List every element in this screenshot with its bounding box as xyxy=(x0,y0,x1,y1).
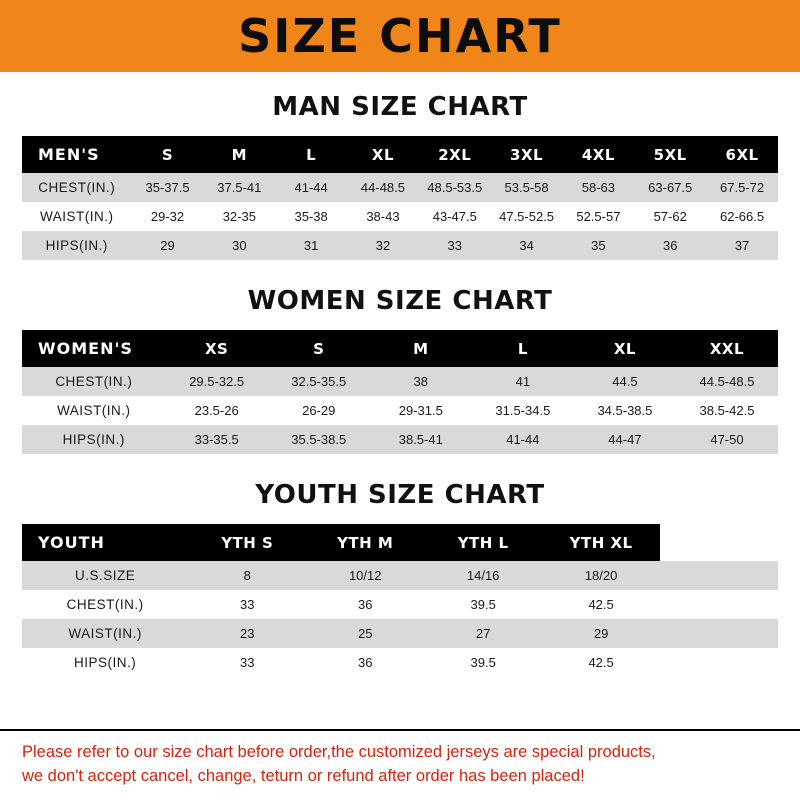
table-cell: 26-29 xyxy=(268,396,370,425)
table-cell: 33 xyxy=(188,590,306,619)
column-header: M xyxy=(203,136,275,173)
column-header: YTH L xyxy=(424,524,542,561)
table-cell-empty xyxy=(660,619,778,648)
column-header: YTH XL xyxy=(542,524,660,561)
table-header-row xyxy=(22,136,778,173)
table-cell: 35-37.5 xyxy=(132,173,204,202)
table-cell: 62-66.5 xyxy=(706,202,778,231)
column-header: XL xyxy=(574,330,676,367)
row-label: CHEST(IN.) xyxy=(22,173,132,202)
table-cell: 36 xyxy=(306,648,424,677)
table-cell: 33 xyxy=(419,231,491,260)
table-cell: 42.5 xyxy=(542,648,660,677)
table-cell-empty xyxy=(660,648,778,677)
section-title-men: MAN SIZE CHART xyxy=(272,92,528,122)
table-cell: 35.5-38.5 xyxy=(268,425,370,454)
row-label: HIPS(IN.) xyxy=(22,231,132,260)
table-row xyxy=(22,619,778,648)
row-label: HIPS(IN.) xyxy=(22,425,166,454)
table-cell: 18/20 xyxy=(542,561,660,590)
section-title-women: WOMEN SIZE CHART xyxy=(247,286,553,316)
table-cell: 25 xyxy=(306,619,424,648)
column-header: XS xyxy=(166,330,268,367)
row-label: WAIST(IN.) xyxy=(22,619,188,648)
row-label: WAIST(IN.) xyxy=(22,396,166,425)
column-header: 4XL xyxy=(562,136,634,173)
column-header: WOMEN'S xyxy=(22,330,166,367)
column-header: S xyxy=(268,330,370,367)
table-cell: 42.5 xyxy=(542,590,660,619)
table-cell: 31.5-34.5 xyxy=(472,396,574,425)
column-header: MEN'S xyxy=(22,136,132,173)
table-row xyxy=(22,202,778,231)
table-cell: 37 xyxy=(706,231,778,260)
table-cell: 36 xyxy=(306,590,424,619)
table-cell: 30 xyxy=(203,231,275,260)
row-label: U.S.SIZE xyxy=(22,561,188,590)
men-size-table xyxy=(22,136,778,260)
table-cell: 27 xyxy=(424,619,542,648)
column-header: YTH S xyxy=(188,524,306,561)
column-header: YOUTH xyxy=(22,524,188,561)
footer-note-line-1: Please refer to our size chart before order,the customized jerseys are special products, xyxy=(22,743,656,762)
table-cell-empty xyxy=(660,561,778,590)
table-row xyxy=(22,425,778,454)
row-label: HIPS(IN.) xyxy=(22,648,188,677)
table-cell: 34 xyxy=(491,231,563,260)
column-header: YTH M xyxy=(306,524,424,561)
table-cell: 32-35 xyxy=(203,202,275,231)
table-cell: 36 xyxy=(634,231,706,260)
table-cell: 29-31.5 xyxy=(370,396,472,425)
table-row xyxy=(22,173,778,202)
table-cell: 44-48.5 xyxy=(347,173,419,202)
table-cell-empty xyxy=(660,590,778,619)
column-header-spacer xyxy=(660,524,778,561)
table-cell: 53.5-58 xyxy=(491,173,563,202)
table-cell: 31 xyxy=(275,231,347,260)
table-cell: 23.5-26 xyxy=(166,396,268,425)
table-cell: 41-44 xyxy=(472,425,574,454)
section-title-youth: YOUTH SIZE CHART xyxy=(255,480,545,510)
table-cell: 29 xyxy=(542,619,660,648)
table-cell: 57-62 xyxy=(634,202,706,231)
youth-size-chart xyxy=(0,524,800,677)
table-cell: 29 xyxy=(132,231,204,260)
table-cell: 35 xyxy=(562,231,634,260)
table-header-row xyxy=(22,330,778,367)
column-header: 2XL xyxy=(419,136,491,173)
table-cell: 35-38 xyxy=(275,202,347,231)
table-cell: 39.5 xyxy=(424,590,542,619)
column-header: 3XL xyxy=(491,136,563,173)
table-cell: 67.5-72 xyxy=(706,173,778,202)
table-cell: 41-44 xyxy=(275,173,347,202)
table-cell: 32.5-35.5 xyxy=(268,367,370,396)
column-header: M xyxy=(370,330,472,367)
table-row xyxy=(22,648,778,677)
table-row xyxy=(22,367,778,396)
column-header: L xyxy=(275,136,347,173)
table-cell: 38-43 xyxy=(347,202,419,231)
table-row xyxy=(22,561,778,590)
column-header: 6XL xyxy=(706,136,778,173)
column-header: XL xyxy=(347,136,419,173)
table-cell: 38 xyxy=(370,367,472,396)
table-cell: 38.5-41 xyxy=(370,425,472,454)
table-header-row xyxy=(22,524,778,561)
table-cell: 33-35.5 xyxy=(166,425,268,454)
table-cell: 63-67.5 xyxy=(634,173,706,202)
table-cell: 44.5-48.5 xyxy=(676,367,778,396)
row-label: WAIST(IN.) xyxy=(22,202,132,231)
table-cell: 52.5-57 xyxy=(562,202,634,231)
table-cell: 37.5-41 xyxy=(203,173,275,202)
table-cell: 10/12 xyxy=(306,561,424,590)
row-label: CHEST(IN.) xyxy=(22,367,166,396)
footer-note xyxy=(0,729,800,800)
table-cell: 58-63 xyxy=(562,173,634,202)
women-size-table xyxy=(22,330,778,454)
column-header: L xyxy=(472,330,574,367)
table-cell: 29-32 xyxy=(132,202,204,231)
column-header: XXL xyxy=(676,330,778,367)
table-cell: 33 xyxy=(188,648,306,677)
table-cell: 47.5-52.5 xyxy=(491,202,563,231)
row-label: CHEST(IN.) xyxy=(22,590,188,619)
table-cell: 32 xyxy=(347,231,419,260)
table-row xyxy=(22,590,778,619)
page-banner xyxy=(0,0,800,72)
table-cell: 38.5-42.5 xyxy=(676,396,778,425)
table-cell: 41 xyxy=(472,367,574,396)
table-cell: 39.5 xyxy=(424,648,542,677)
table-row xyxy=(22,396,778,425)
table-cell: 14/16 xyxy=(424,561,542,590)
men-size-chart xyxy=(0,136,800,260)
table-cell: 44-47 xyxy=(574,425,676,454)
table-cell: 29.5-32.5 xyxy=(166,367,268,396)
table-cell: 47-50 xyxy=(676,425,778,454)
column-header: S xyxy=(132,136,204,173)
table-cell: 48.5-53.5 xyxy=(419,173,491,202)
table-cell: 8 xyxy=(188,561,306,590)
youth-size-table xyxy=(22,524,778,677)
column-header: 5XL xyxy=(634,136,706,173)
table-cell: 23 xyxy=(188,619,306,648)
page-title: SIZE CHART xyxy=(238,9,562,63)
table-cell: 43-47.5 xyxy=(419,202,491,231)
table-cell: 44.5 xyxy=(574,367,676,396)
table-cell: 34.5-38.5 xyxy=(574,396,676,425)
table-row xyxy=(22,231,778,260)
footer-note-line-2: we don't accept cancel, change, teturn or refund after order has been placed! xyxy=(22,766,585,785)
women-size-chart xyxy=(0,330,800,454)
